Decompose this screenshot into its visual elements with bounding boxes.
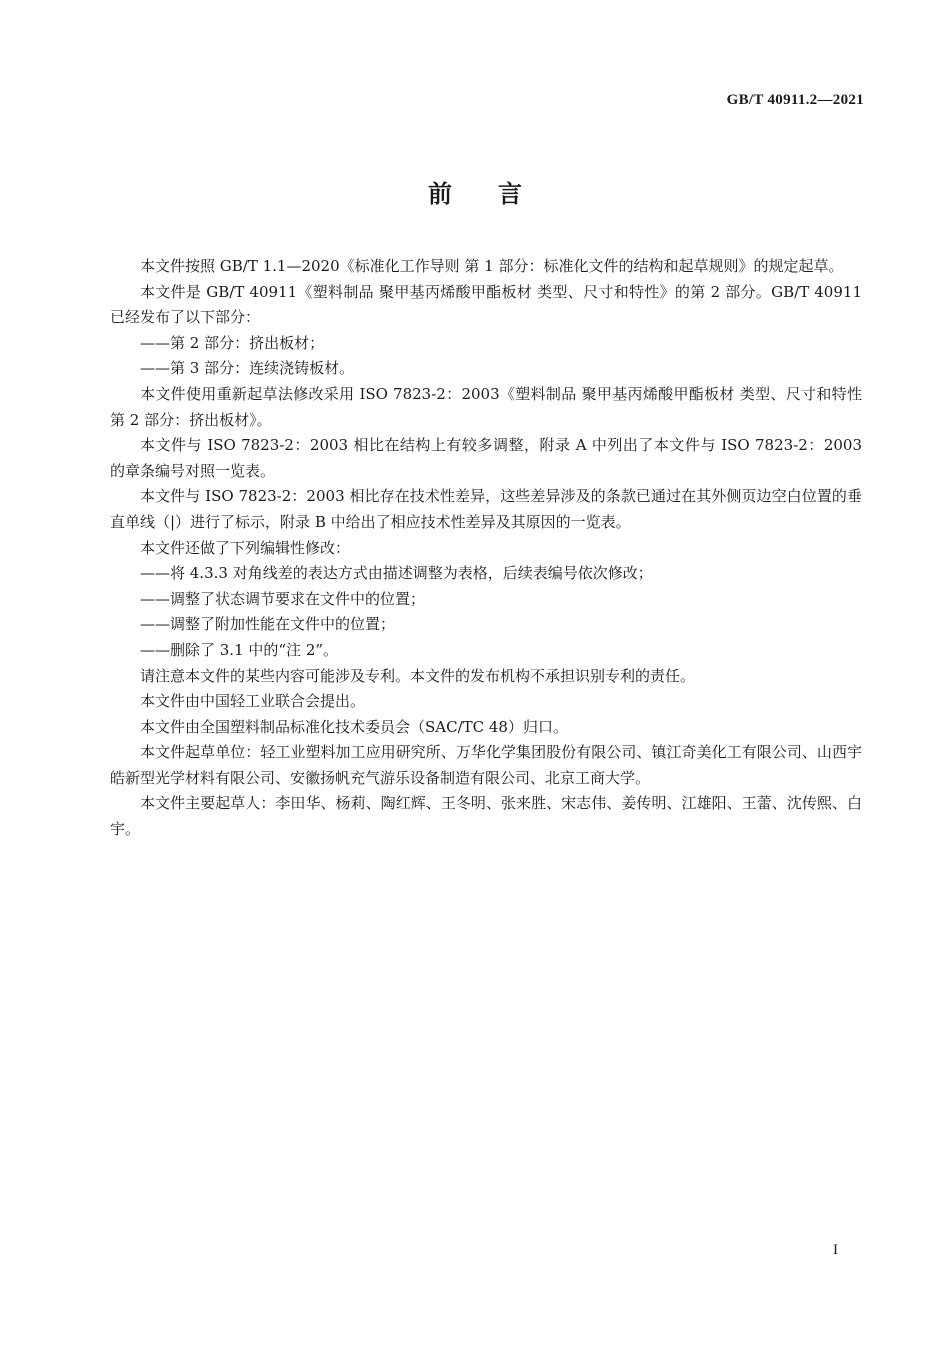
standard-code: GB/T 40911.2—2021 [726, 92, 864, 108]
paragraph: 本文件主要起草人：李田华、杨莉、陶红辉、王冬明、张来胜、宋志伟、姜传明、江雄阳、王蕾、沈传熙、白宇。 [110, 794, 862, 839]
paragraph: 本文件是 GB/T 40911《塑料制品 聚甲基丙烯酸甲酯板材 类型、尺寸和特性》的第 2 部分。GB/T 40911 已经发布了以下部分： [110, 282, 862, 327]
paragraph: 本文件起草单位：轻工业塑料加工应用研究所、万华化学集团股份有限公司、镇江奇美化工有限公司、山西宇皓新型光学材料有限公司、安徽扬帆充气游乐设备制造有限公司、北京工商大学。 [110, 743, 862, 787]
paragraph: 本文件与 ISO 7823-2：2003 相比存在技术性差异，这些差异涉及的条款已通过在其外侧页边空白位置的垂直单线（|）进行了标示，附录 B 中给出了相应技术性差异及其原因的一览表。 [110, 487, 862, 531]
paragraph: 本文件按照 GB/T 1.1—2020《标准化工作导则 第 1 部分：标准化文件的结构和起草规则》的规定起草。 [140, 257, 844, 275]
list-item: ——调整了附加性能在文件中的位置； [140, 615, 396, 634]
paragraph: 请注意本文件的某些内容可能涉及专利。本文件的发布机构不承担识别专利的责任。 [140, 666, 696, 685]
list-item: ——删除了 3.1 中的“注 2”。 [140, 640, 339, 659]
foreword-body [110, 254, 862, 843]
paragraph: 本文件与 ISO 7823-2：2003 相比在结构上有较多调整，附录 A 中列出了本文件与 ISO 7823-2：2003 的章条编号对照一览表。 [110, 436, 862, 480]
page-number: I [833, 1242, 838, 1258]
list-item: ——第 3 部分：连续浇铸板材。 [140, 359, 355, 378]
paragraph: 本文件由中国轻工业联合会提出。 [140, 692, 366, 711]
paragraph: 本文件还做了下列编辑性修改： [140, 538, 351, 557]
paragraph: 本文件使用重新起草法修改采用 ISO 7823-2：2003《塑料制品 聚甲基丙烯酸甲酯板材 类型、尺寸和特性 第 2 部分：挤出板材》。 [110, 384, 862, 429]
list-item: ——将 4.3.3 对角线差的表达方式由描述调整为表格，后续表编号依次修改； [140, 564, 653, 583]
paragraph: 本文件由全国塑料制品标准化技术委员会（SAC/TC 48）归口。 [140, 717, 568, 736]
page-title: 前言 [428, 180, 568, 208]
list-item: ——调整了状态调节要求在文件中的位置； [140, 589, 426, 608]
list-item: ——第 2 部分：挤出板材； [140, 333, 325, 352]
